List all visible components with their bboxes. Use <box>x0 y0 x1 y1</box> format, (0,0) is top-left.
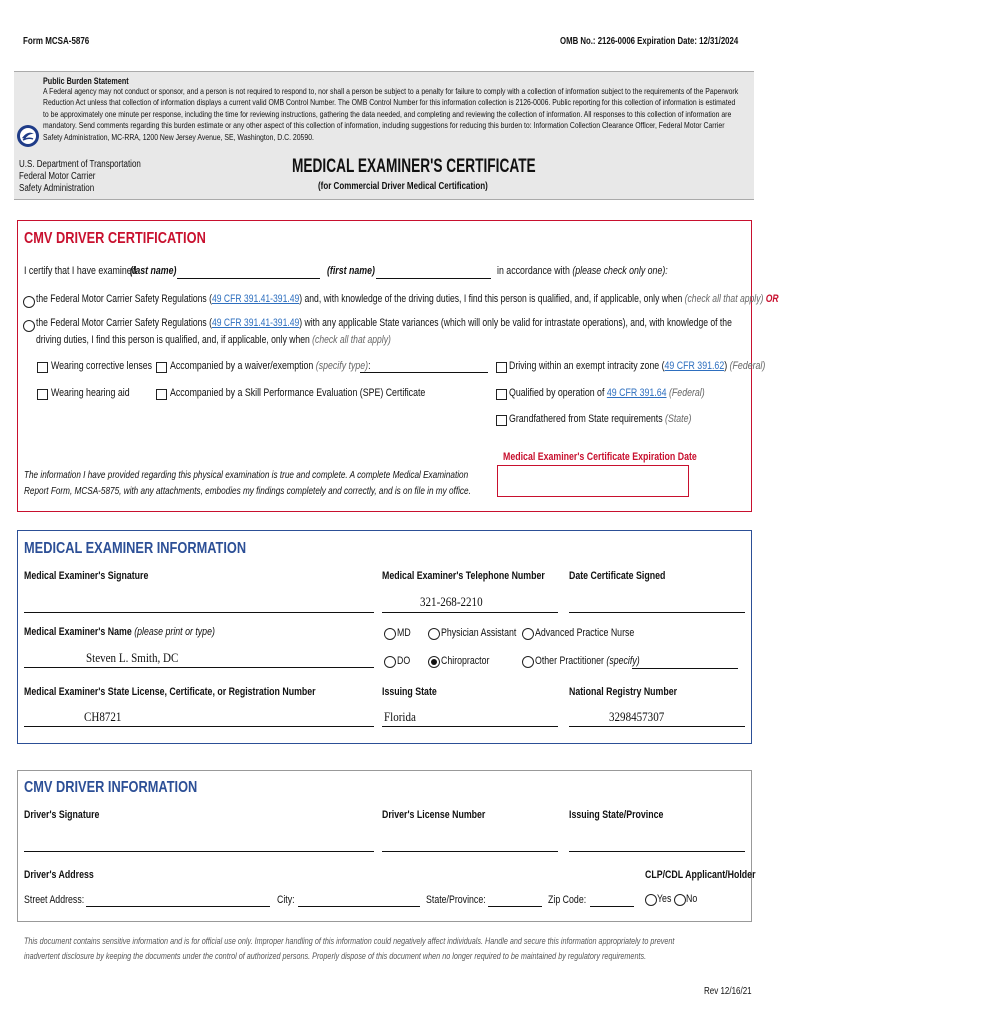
cfr-link[interactable]: 49 CFR 391.41-391.49 <box>211 317 300 329</box>
examiner-name-field[interactable] <box>24 667 374 668</box>
grandfathered-checkbox[interactable] <box>496 415 507 426</box>
cfr-link[interactable]: 49 CFR 391.64 <box>606 387 667 399</box>
hearing-aid-label: Wearing hearing aid <box>51 387 130 399</box>
intracity-zone-label: Driving within an exempt intracity zone (49 CFR 391.62) (Federal) <box>509 360 766 372</box>
state-variances-option: the Federal Motor Carrier Safety Regulations (49 CFR 391.41-391.49) with any applicable State variances (which will only be valid for intrastate operations), and, with knowledge of the <box>36 317 732 329</box>
examiner-name-label: Medical Examiner's Name (please print or type) <box>24 626 215 638</box>
driver-signature-label: Driver's Signature <box>24 809 100 821</box>
street-field[interactable] <box>86 906 270 907</box>
qualified-by-operation-checkbox[interactable] <box>496 389 507 400</box>
street-label: Street Address: <box>24 894 85 906</box>
first-name-field[interactable] <box>376 278 491 279</box>
last-name-field[interactable] <box>177 278 320 279</box>
agency-name: U.S. Department of Transportation Federal Motor Carrier Safety Administration <box>19 159 141 194</box>
last-name-label: (last name) <box>130 265 177 277</box>
certificate-subtitle: (for Commercial Driver Medical Certification) <box>318 181 488 192</box>
city-field[interactable] <box>298 906 420 907</box>
sensitive-info-notice: This document contains sensitive information and is for official use only. Improper handling of this information could negatively affect individuals. Handle and secure this information appropriately to prevent inadvertent disclosure by keeping the documents under the control of authorized persons. Properly dispose of this document when no longer required to be maintained by regulatory requirements. <box>24 936 675 962</box>
no-radio[interactable] <box>674 894 686 906</box>
advanced-practice-nurse-radio[interactable] <box>522 628 534 640</box>
registry-value: 3298457307 <box>609 709 665 724</box>
corrective-lenses-checkbox[interactable] <box>37 362 48 373</box>
driver-signature-field[interactable] <box>24 851 374 852</box>
no-label: No <box>686 893 698 905</box>
md-radio[interactable] <box>384 628 396 640</box>
driver-address-label: Driver's Address <box>24 869 94 881</box>
physician-assistant-label: Physician Assistant <box>441 627 517 639</box>
examiner-signature-label: Medical Examiner's Signature <box>24 570 149 582</box>
first-name-label: (first name) <box>327 265 375 277</box>
other-practitioner-radio[interactable] <box>522 656 534 668</box>
federal-regulations-radio[interactable] <box>23 296 35 308</box>
burden-statement: Public Burden Statement A Federal agency may not conduct or sponsor, and a person is not required to respond to, nor shall a person be subject to a penalty for failure to comply with a collection of information subject to the requirements of the Paperwork Reduction Act unless that collection of information displays a current valid OMB Control Number. The OMB Control Number for this information collection is 2126-0006. Public reporting for this collection of information is estimated to be approximately one minute per response, including the time for reviewing instructions, gathering the data needed, and completing and reviewing the collection of information. All responses to this collection of information are mandatory. Send comments regarding this burden estimate or any other aspect of this collection of information, including suggestions for reducing this burden to: Information Collection Clearance Officer, Federal Motor Carrier Safety Administration, MC-RRA, 1200 New Jersey Avenue, SE, Washington, D.C. 20590. <box>43 76 739 142</box>
driver-section-title: CMV DRIVER INFORMATION <box>24 779 198 796</box>
registry-label: National Registry Number <box>569 686 678 698</box>
date-signed-field[interactable] <box>569 612 745 613</box>
revision-date: Rev 12/16/21 <box>704 986 752 997</box>
issuing-province-label: Issuing State/Province <box>569 809 664 821</box>
examiner-statement: The information I have provided regarding this physical examination is true and complete. A complete Medical Examination Report Form, MCSA-5875, with any attachments, embodies my findings completely and correctly, and is on file in my office. <box>24 469 471 497</box>
form-number: Form MCSA-5876 <box>23 36 90 47</box>
driver-license-label: Driver's License Number <box>382 809 486 821</box>
state-province-field[interactable] <box>488 906 542 907</box>
issuing-state-label: Issuing State <box>382 686 437 698</box>
intracity-zone-checkbox[interactable] <box>496 362 507 373</box>
dot-logo-icon <box>16 124 40 148</box>
spe-certificate-label: Accompanied by a Skill Performance Evaluation (SPE) Certificate <box>170 387 426 399</box>
do-label: DO <box>397 655 411 667</box>
qualified-by-operation-label: Qualified by operation of 49 CFR 391.64 (Federal) <box>509 387 705 399</box>
omb-info: OMB No.: 2126-0006 Expiration Date: 12/31/2024 <box>560 36 739 47</box>
license-field[interactable] <box>24 726 374 727</box>
phone-label: Medical Examiner's Telephone Number <box>382 570 545 582</box>
spe-certificate-checkbox[interactable] <box>156 389 167 400</box>
phone-value: 321-268-2210 <box>420 594 483 609</box>
advanced-practice-nurse-label: Advanced Practice Nurse <box>535 627 635 639</box>
corrective-lenses-label: Wearing corrective lenses <box>51 360 153 372</box>
other-practitioner-label: Other Practitioner (specify) <box>535 655 640 667</box>
registry-field[interactable] <box>569 726 745 727</box>
zip-label: Zip Code: <box>548 894 587 906</box>
waiver-type-field[interactable] <box>360 372 488 373</box>
yes-label: Yes <box>657 893 672 905</box>
other-practitioner-field[interactable] <box>632 668 738 669</box>
cfr-link[interactable]: 49 CFR 391.62 <box>664 360 725 372</box>
phone-field[interactable] <box>382 612 558 613</box>
certify-intro: I certify that I have examined <box>24 265 137 277</box>
zip-field[interactable] <box>590 906 634 907</box>
physician-assistant-radio[interactable] <box>428 628 440 640</box>
waiver-label: Accompanied by a waiver/exemption (specify type): <box>170 360 371 372</box>
examiner-signature-field[interactable] <box>24 612 374 613</box>
yes-radio[interactable] <box>645 894 657 906</box>
certificate-title: MEDICAL EXAMINER'S CERTIFICATE <box>292 156 536 177</box>
chiropractor-radio[interactable] <box>428 656 440 668</box>
state-variances-option-cont: driving duties, I find this person is qualified, and, if applicable, only when (check all that apply) <box>36 334 391 346</box>
examiner-section-title: MEDICAL EXAMINER INFORMATION <box>24 540 247 557</box>
expiration-date-label: Medical Examiner's Certificate Expiration Date <box>503 451 697 463</box>
hearing-aid-checkbox[interactable] <box>37 389 48 400</box>
license-label: Medical Examiner's State License, Certificate, or Registration Number <box>24 686 316 698</box>
state-variances-radio[interactable] <box>23 320 35 332</box>
chiropractor-label: Chiropractor <box>441 655 490 667</box>
waiver-checkbox[interactable] <box>156 362 167 373</box>
state-province-label: State/Province: <box>426 894 486 906</box>
do-radio[interactable] <box>384 656 396 668</box>
grandfathered-label: Grandfathered from State requirements (State) <box>509 413 692 425</box>
cmv-certification-title: CMV DRIVER CERTIFICATION <box>24 230 206 247</box>
federal-regulations-option: the Federal Motor Carrier Safety Regulations (49 CFR 391.41-391.49) and, with knowledge of the driving duties, I find this person is qualified, and, if applicable, only when (check all that apply) OR <box>36 293 779 305</box>
in-accordance-with: in accordance with (please check only one): <box>497 265 668 277</box>
city-label: City: <box>277 894 295 906</box>
examiner-name-value: Steven L. Smith, DC <box>86 650 179 665</box>
date-signed-label: Date Certificate Signed <box>569 570 666 582</box>
license-value: CH8721 <box>84 709 122 724</box>
issuing-state-value: Florida <box>384 709 416 724</box>
md-label: MD <box>397 627 411 639</box>
issuing-province-field[interactable] <box>569 851 745 852</box>
clp-cdl-label: CLP/CDL Applicant/Holder <box>645 869 756 881</box>
issuing-state-field[interactable] <box>382 726 558 727</box>
driver-license-field[interactable] <box>382 851 558 852</box>
cfr-link[interactable]: 49 CFR 391.41-391.49 <box>211 293 300 305</box>
